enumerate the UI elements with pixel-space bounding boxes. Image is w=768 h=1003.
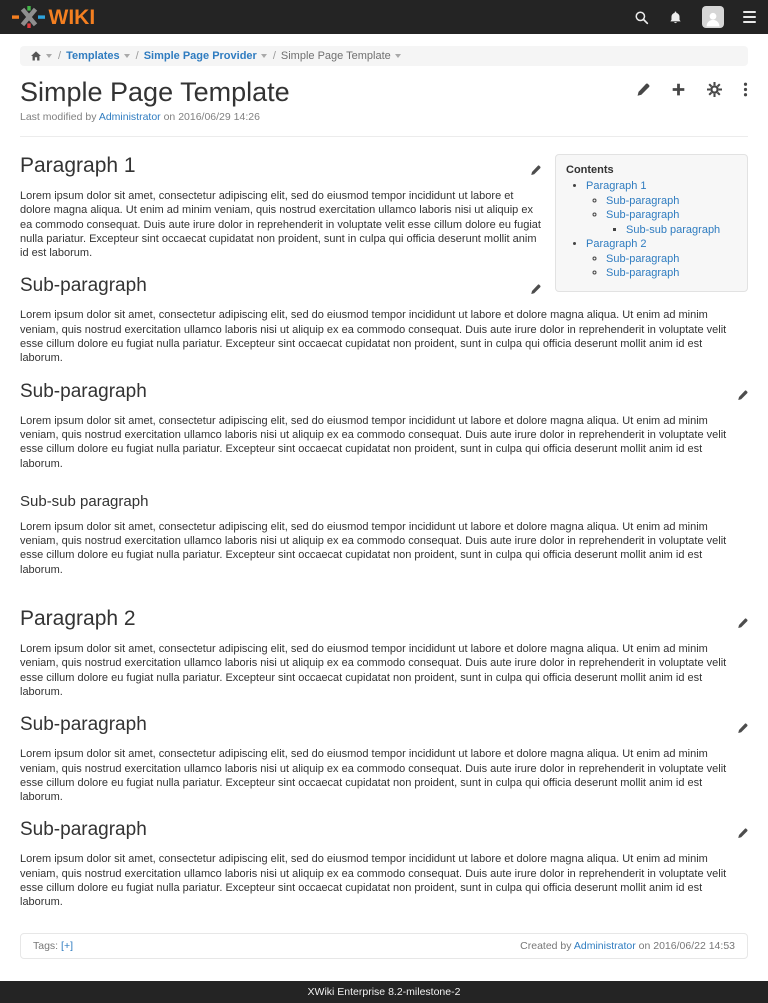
- section-body: Lorem ipsum dolor sit amet, consectetur adipiscing elit, sed do eiusmod tempor incididunt ut labore et dolore magna aliqua. Ut enim ad minim veniam, quis nostrud exercitation ullamco laboris nisi ut aliquip ex ea commodo consequat. Duis aute irure dolor in reprehenderit in voluptate velit esse cillum dolore eu fugiat nulla pariatur. Excepteur sint occaecat cupidatat non proident, sunt in culpa qui officia deserunt mollit anim id est laborum.: [20, 748, 727, 804]
- toc-link-paragraph-2[interactable]: Paragraph 2: [586, 238, 647, 250]
- section-edit-pencil-icon[interactable]: [737, 611, 748, 635]
- toc-link-sub-paragraph[interactable]: Sub-paragraph: [606, 209, 680, 221]
- section-body: Lorem ipsum dolor sit amet, consectetur adipiscing elit, sed do eiusmod tempor incididunt ut labore et dolore magna aliqua. Ut enim ad minim veniam, quis nostrud exercitation ullamco laboris nisi ut aliquip ex ea commodo consequat. Duis aute irure dolor in reprehenderit in voluptate velit esse cillum dolore eu fugiat nulla pariatur. Excepteur sint occaecat cupidatat non proident, sunt in culpa qui officia deserunt mollit anim id est laborum.: [20, 190, 541, 260]
- version-footer-bar: [0, 981, 768, 1003]
- add-tag-link[interactable]: [+]: [61, 939, 73, 952]
- section-body: Lorem ipsum dolor sit amet, consectetur adipiscing elit, sed do eiusmod tempor incididunt ut labore et dolore magna aliqua. Ut enim ad minim veniam, quis nostrud exercitation ullamco laboris nisi ut aliquip ex ea commodo consequat. Duis aute irure dolor in reprehenderit in voluptate velit esse cillum dolore eu fugiat nulla pariatur. Excepteur sint occaecat cupidatat non proident, sunt in culpa qui officia deserunt mollit anim id est laborum.: [20, 414, 727, 470]
- breadcrumb-current-page: Simple Page Template: [280, 50, 391, 62]
- title-divider: [20, 136, 748, 137]
- document-footer: [20, 933, 748, 959]
- section-paragraph-2: [20, 607, 748, 699]
- section-heading: Sub-paragraph: [20, 714, 748, 740]
- edit-pencil-icon[interactable]: [636, 83, 650, 97]
- toc-link-sub-paragraph[interactable]: Sub-paragraph: [606, 267, 680, 279]
- breadcrumb-current-caret-icon[interactable]: [395, 54, 401, 58]
- last-modified-info: Last modified by Administrator on 2016/06/29 14:26: [20, 111, 260, 123]
- section-body: Lorem ipsum dolor sit amet, consectetur adipiscing elit, sed do eiusmod tempor incididunt ut labore et dolore magna aliqua. Ut enim ad minim veniam, quis nostrud exercitation ullamco laboris nisi ut aliquip ex ea commodo consequat. Duis aute irure dolor in reprehenderit in voluptate velit esse cillum dolore eu fugiat nulla pariatur. Excepteur sint occaecat cupidatat non proident, sunt in culpa qui officia deserunt mollit anim id est laborum.: [20, 643, 727, 698]
- section-sub-sub-paragraph: [20, 493, 748, 577]
- section-sub-paragraph-4: [20, 819, 748, 909]
- user-avatar[interactable]: [702, 6, 724, 28]
- section-body: Lorem ipsum dolor sit amet, consectetur adipiscing elit, sed do eiusmod tempor incididunt ut labore et dolore magna aliqua. Ut enim ad minim veniam, quis nostrud exercitation ullamco laboris nisi ut aliquip ex ea commodo consequat. Duis aute irure dolor in reprehenderit in voluptate velit esse cillum dolore eu fugiat nulla pariatur. Excepteur sint occaecat cupidatat non proident, sunt in culpa qui officia deserunt mollit anim id est laborum.: [20, 309, 727, 365]
- section-sub-paragraph-3: [20, 714, 748, 804]
- created-by-user-link[interactable]: Administrator: [573, 939, 636, 952]
- breadcrumb-templates-caret-icon[interactable]: [124, 54, 130, 58]
- toc-item: [606, 252, 737, 266]
- section-heading: Paragraph 2: [20, 607, 748, 635]
- tags-label: Tags:: [33, 939, 59, 952]
- toc-item: [586, 179, 737, 237]
- home-icon[interactable]: [30, 50, 42, 62]
- breadcrumb-separator: /: [272, 50, 276, 62]
- version-text: XWiki Enterprise 8.2-milestone-2: [307, 985, 461, 998]
- breadcrumb-link-templates[interactable]: Templates: [66, 50, 120, 62]
- create-plus-icon[interactable]: [671, 82, 686, 97]
- section-edit-pencil-icon[interactable]: [737, 823, 748, 845]
- drawer-menu-icon[interactable]: [743, 8, 756, 26]
- toc-link-sub-sub-paragraph[interactable]: Sub-sub paragraph: [626, 224, 721, 236]
- xwiki-logo-icon: [12, 6, 102, 28]
- toc-item: [586, 237, 737, 280]
- breadcrumb-separator: /: [58, 50, 62, 62]
- breadcrumb-provider-caret-icon[interactable]: [261, 54, 267, 58]
- section-heading: Sub-paragraph: [20, 381, 748, 407]
- section-edit-pencil-icon[interactable]: [530, 279, 541, 301]
- section-heading: Sub-paragraph: [20, 819, 748, 845]
- toc-item: [626, 223, 737, 237]
- toc-link-sub-paragraph[interactable]: Sub-paragraph: [606, 253, 680, 265]
- table-of-contents: [555, 154, 748, 292]
- tags-area: [33, 940, 73, 952]
- page-actions: [636, 77, 748, 97]
- toc-link-sub-paragraph[interactable]: Sub-paragraph: [606, 195, 680, 207]
- toc-item: [606, 266, 737, 280]
- toc-item: [606, 194, 737, 208]
- page-title: Simple Page Template: [20, 77, 290, 107]
- xwiki-logo[interactable]: [12, 6, 102, 28]
- search-icon[interactable]: [634, 10, 649, 25]
- breadcrumb-separator: /: [135, 50, 139, 62]
- section-body: Lorem ipsum dolor sit amet, consectetur adipiscing elit, sed do eiusmod tempor incididunt ut labore et dolore magna aliqua. Ut enim ad minim veniam, quis nostrud exercitation ullamco laboris nisi ut aliquip ex ea commodo consequat. Duis aute irure dolor in reprehenderit in voluptate velit esse cillum dolore eu fugiat nulla pariatur. Excepteur sint occaecat cupidatat non proident, sunt in culpa qui officia deserunt mollit anim id est laborum.: [20, 520, 727, 576]
- top-navigation-bar: [0, 0, 768, 34]
- breadcrumb-link-simple-page-provider[interactable]: Simple Page Provider: [143, 50, 257, 62]
- toc-item: [606, 208, 737, 237]
- toc-title: Contents: [566, 164, 614, 176]
- breadcrumb-home-caret-icon[interactable]: [46, 54, 52, 58]
- section-body: Lorem ipsum dolor sit amet, consectetur adipiscing elit, sed do eiusmod tempor incididunt ut labore et dolore magna aliqua. Ut enim ad minim veniam, quis nostrud exercitation ullamco laboris nisi ut aliquip ex ea commodo consequat. Duis aute irure dolor in reprehenderit in voluptate velit esse cillum dolore eu fugiat nulla pariatur. Excepteur sint occaecat cupidatat non proident, sunt in culpa qui officia deserunt mollit anim id est laborum.: [20, 853, 727, 909]
- section-heading: Sub-sub paragraph: [20, 492, 149, 510]
- more-actions-kebab-icon[interactable]: [743, 82, 748, 97]
- section-edit-pencil-icon[interactable]: [737, 385, 748, 407]
- created-info: Created by Administrator on 2016/06/22 14:53: [520, 939, 735, 952]
- notifications-bell-icon[interactable]: [668, 10, 683, 25]
- section-edit-pencil-icon[interactable]: [737, 718, 748, 740]
- section-edit-pencil-icon[interactable]: [530, 158, 541, 182]
- modified-by-user-link[interactable]: Administrator: [98, 111, 161, 123]
- user-avatar-icon: [704, 10, 722, 28]
- breadcrumb: [20, 46, 748, 66]
- document-content: [20, 154, 748, 917]
- section-heading: Paragraph 1: [20, 154, 541, 182]
- svg-text:WIKI: WIKI: [48, 6, 96, 28]
- section-heading: Sub-paragraph: [20, 275, 541, 301]
- section-sub-paragraph-2: [20, 381, 748, 471]
- settings-gear-icon[interactable]: [707, 82, 722, 97]
- toc-link-paragraph-1[interactable]: Paragraph 1: [586, 180, 647, 192]
